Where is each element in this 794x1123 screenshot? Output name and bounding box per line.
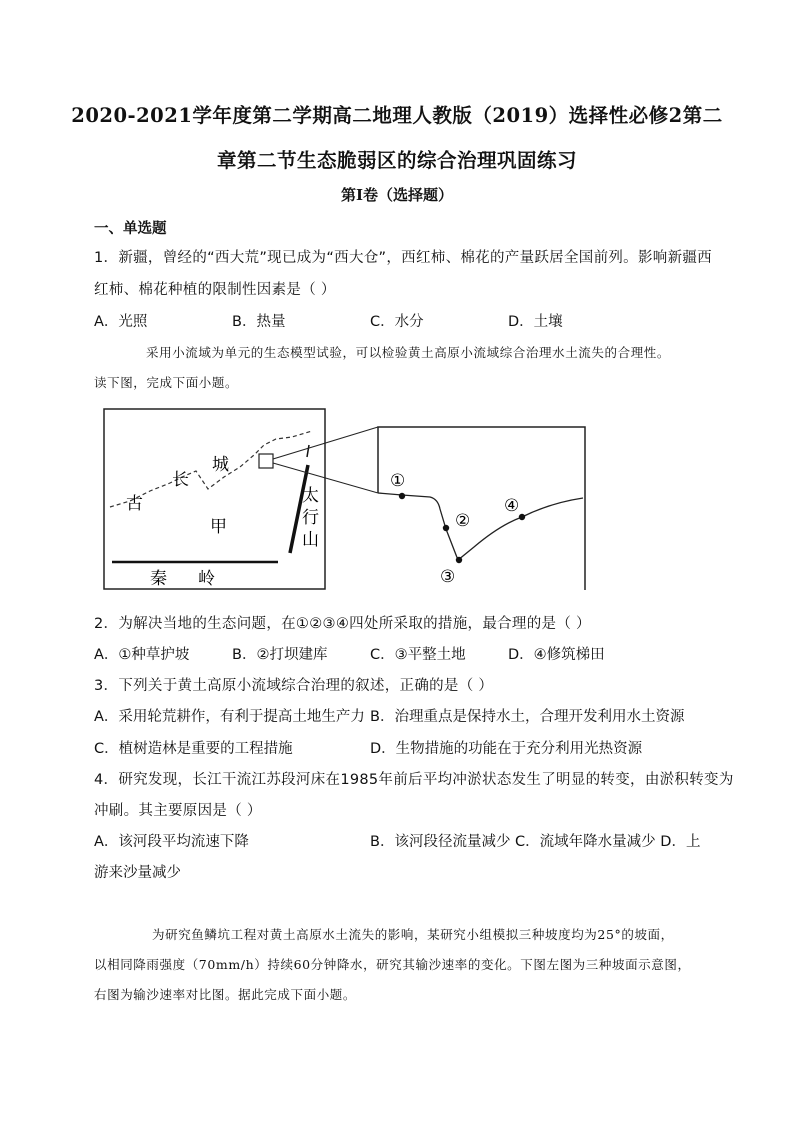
q1-option-b: B．热量 — [232, 314, 286, 330]
title-line-2: 章第二节生态脆弱区的综合治理巩固练习 — [216, 149, 577, 172]
q2-stem: 2．为解决当地的生态问题，在①②③④四处所采取的措施，最合理的是（ ） — [94, 616, 591, 632]
q1-option-d: D．土壤 — [508, 314, 563, 330]
point-2-label: ② — [455, 511, 471, 531]
q3-option-a: A．采用轮荒耕作，有利于提高土地生产力 — [94, 709, 365, 725]
point-4-dot — [519, 514, 525, 520]
profile-frame — [378, 427, 585, 590]
label-chang: 长 — [172, 470, 189, 490]
q3-stem: 3．下列关于黄土高原小流域综合治理的叙述，正确的是（ ） — [94, 678, 494, 694]
passage1-line-2: 读下图，完成下面小题。 — [94, 375, 239, 390]
study-area-box — [259, 454, 273, 468]
point-1-dot — [399, 493, 405, 499]
q4-stem-line-1: 4．研究发现，长江干流江苏段河床在1985年前后平均冲淤状态发生了明显的转变，由淤积转变为 — [94, 772, 734, 788]
valley-profile — [378, 493, 583, 560]
taihang-tick — [307, 445, 309, 457]
q3-option-c: C．植树造林是重要的工程措施 — [94, 741, 293, 757]
label-cheng: 城 — [212, 455, 229, 475]
passage2-line-2: 以相同降雨强度（70mm/h）持续60分钟降水，研究其输沙速率的变化。下图左图为三种坡面示意图， — [94, 957, 691, 972]
q2-option-a: A．①种草护坡 — [94, 647, 190, 663]
q2-option-b: B．②打坝建库 — [232, 647, 328, 663]
q1-option-a: A．光照 — [94, 314, 148, 330]
q1-stem-line-2: 红柿、棉花种植的限制性因素是（ ） — [94, 282, 336, 298]
label-qin: 秦 — [150, 569, 167, 589]
label-jia: 甲 — [210, 517, 227, 537]
q2-option-c: C．③平整土地 — [370, 647, 466, 663]
label-hang: 行 — [302, 508, 319, 528]
section-heading: 一、单选题 — [94, 221, 167, 237]
q1-option-c: C．水分 — [370, 314, 424, 330]
q4-option-d-continued: 游来沙量减少 — [94, 865, 181, 881]
point-3-dot — [456, 557, 462, 563]
q3-option-b: B．治理重点是保持水土，合理开发利用水土资源 — [370, 709, 685, 725]
q4-stem-line-2: 冲刷。其主要原因是（ ） — [94, 803, 262, 819]
point-2-dot — [443, 525, 449, 531]
label-gu: 古 — [126, 494, 143, 514]
passage2-line-3: 右图为输沙速率对比图。据此完成下面小题。 — [94, 987, 357, 1002]
passage2-line-1: 为研究鱼鳞坑工程对黄土高原水土流失的影响，某研究小组模拟三种坡度均为25°的坡面， — [152, 927, 674, 942]
q1-stem-line-1: 1．新疆，曾经的“西大荒”现已成为“西大仓”，西红柿、棉花的产量跃居全国前列。影响新疆西 — [94, 250, 712, 266]
point-4-label: ④ — [504, 496, 520, 516]
point-1-label: ① — [390, 471, 406, 491]
point-3-label: ③ — [440, 567, 456, 587]
watershed-figure — [100, 405, 590, 595]
q4-option-a: A．该河段平均流速下降 — [94, 834, 249, 850]
label-tai: 太 — [302, 486, 319, 506]
title-line-1: 2020-2021学年度第二学期高二地理人教版（2019）选择性必修2第二 — [71, 104, 723, 127]
passage1-line-1: 采用小流域为单元的生态模型试验，可以检验黄土高原小流域综合治理水土流失的合理性。 — [146, 345, 671, 360]
label-ling: 岭 — [198, 569, 215, 589]
volume-title: 第I卷（选择题） — [340, 186, 454, 204]
label-shan: 山 — [302, 530, 319, 550]
q3-option-d: D．生物措施的功能在于充分利用光热资源 — [370, 741, 643, 757]
q2-option-d: D．④修筑梯田 — [508, 647, 605, 663]
q4-option-bcd: B．该河段径流量减少 C．流域年降水量减少 D．上 — [370, 834, 701, 850]
